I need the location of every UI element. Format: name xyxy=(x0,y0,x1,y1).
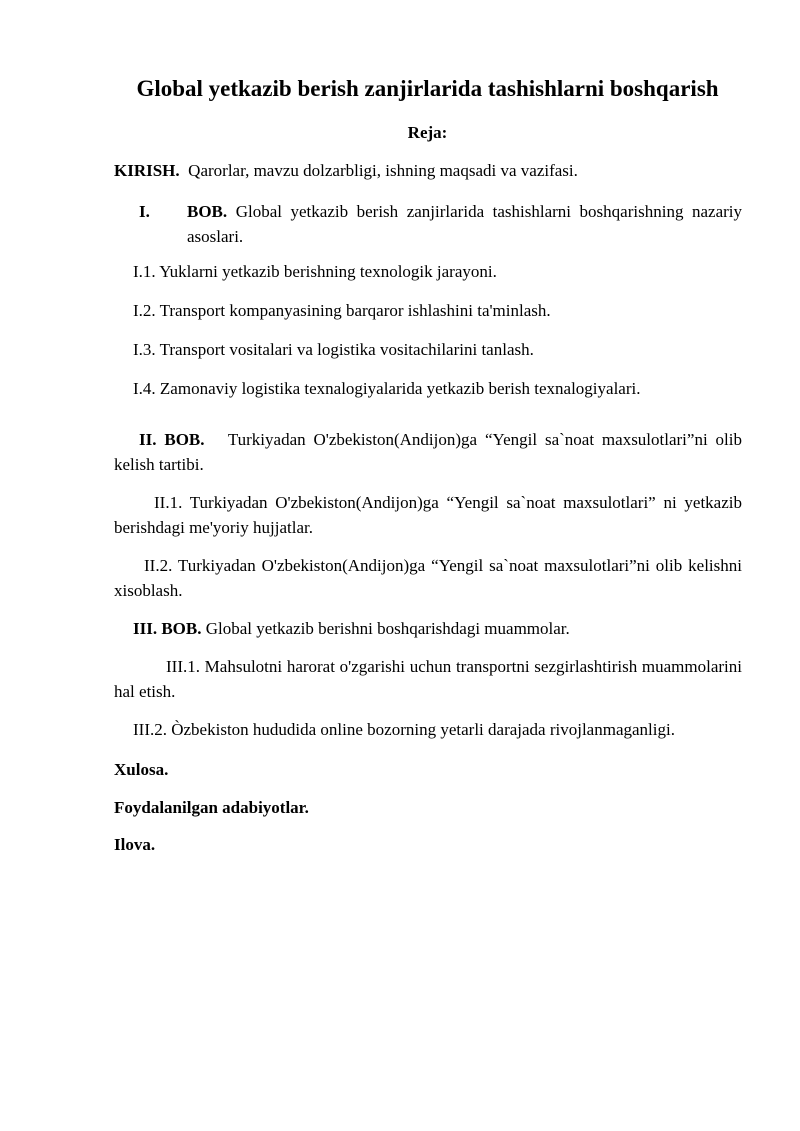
chapter3-item: III.2. Òzbekiston hududida online bozorning yetarli darajada rivojlanmaganligi. xyxy=(133,720,675,739)
chapter1-label: BOB. xyxy=(187,202,228,221)
chapter1-text: Global yetkazib berish zanjirlarida tashishlarni boshqarishning nazariy asoslari. xyxy=(187,202,743,246)
chapter1-item: I.1. Yuklarni yetkazib berishning texnologik jarayoni. xyxy=(133,262,497,281)
chapter3-text: Global yetkazib berishni boshqarishdagi muammolar. xyxy=(205,619,570,638)
chapter1-number: I. xyxy=(139,202,150,221)
intro-text: Qarorlar, mavzu dolzarbligi, ishning maqsadi va vazifasi. xyxy=(188,161,578,180)
chapter2-heading xyxy=(114,427,742,477)
plan-heading: Reja: xyxy=(407,123,448,142)
chapter2-label: II. BOB. xyxy=(139,430,205,449)
intro-line xyxy=(114,158,578,183)
chapter1-item: I.2. Transport kompanyasining barqaror ishlashini ta'minlash. xyxy=(133,301,551,320)
chapter3-label: III. BOB. xyxy=(133,619,202,638)
chapter1-item: I.3. Transport vositalari va logistika vositachilarini tanlash. xyxy=(133,340,534,359)
intro-label: KIRISH. xyxy=(114,161,180,180)
appendix-heading: Ilova. xyxy=(114,835,156,854)
chapter3-heading xyxy=(133,616,570,641)
chapter2-text: Turkiyadan O'zbekiston(Andijon)ga “Yengil sa`noat maxsulotlari”ni olib kelish tartibi. xyxy=(114,430,742,474)
chapter1-heading xyxy=(187,199,742,249)
chapter2-item: II.1. Turkiyadan O'zbekiston(Andijon)ga “Yengil sa`noat maxsulotlari” ni yetkazib berishdagi me'yoriy hujjatlar. xyxy=(114,493,742,537)
chapter2-item: II.2. Turkiyadan O'zbekiston(Andijon)ga “Yengil sa`noat maxsulotlari”ni olib kelishni xisoblash. xyxy=(114,556,742,600)
chapter3-item: III.1. Mahsulotni harorat o'zgarishi uchun transportni sezgirlashtirish muammolarini hal etish. xyxy=(114,657,742,701)
references-heading: Foydalanilgan adabiyotlar. xyxy=(114,798,309,817)
conclusion-heading: Xulosa. xyxy=(114,760,169,779)
document-title: Global yetkazib berish zanjirlarida tashishlarni boshqarish xyxy=(136,76,719,101)
chapter1-item: I.4. Zamonaviy logistika texnalogiyalarida yetkazib berish texnalogiyalari. xyxy=(133,379,641,398)
